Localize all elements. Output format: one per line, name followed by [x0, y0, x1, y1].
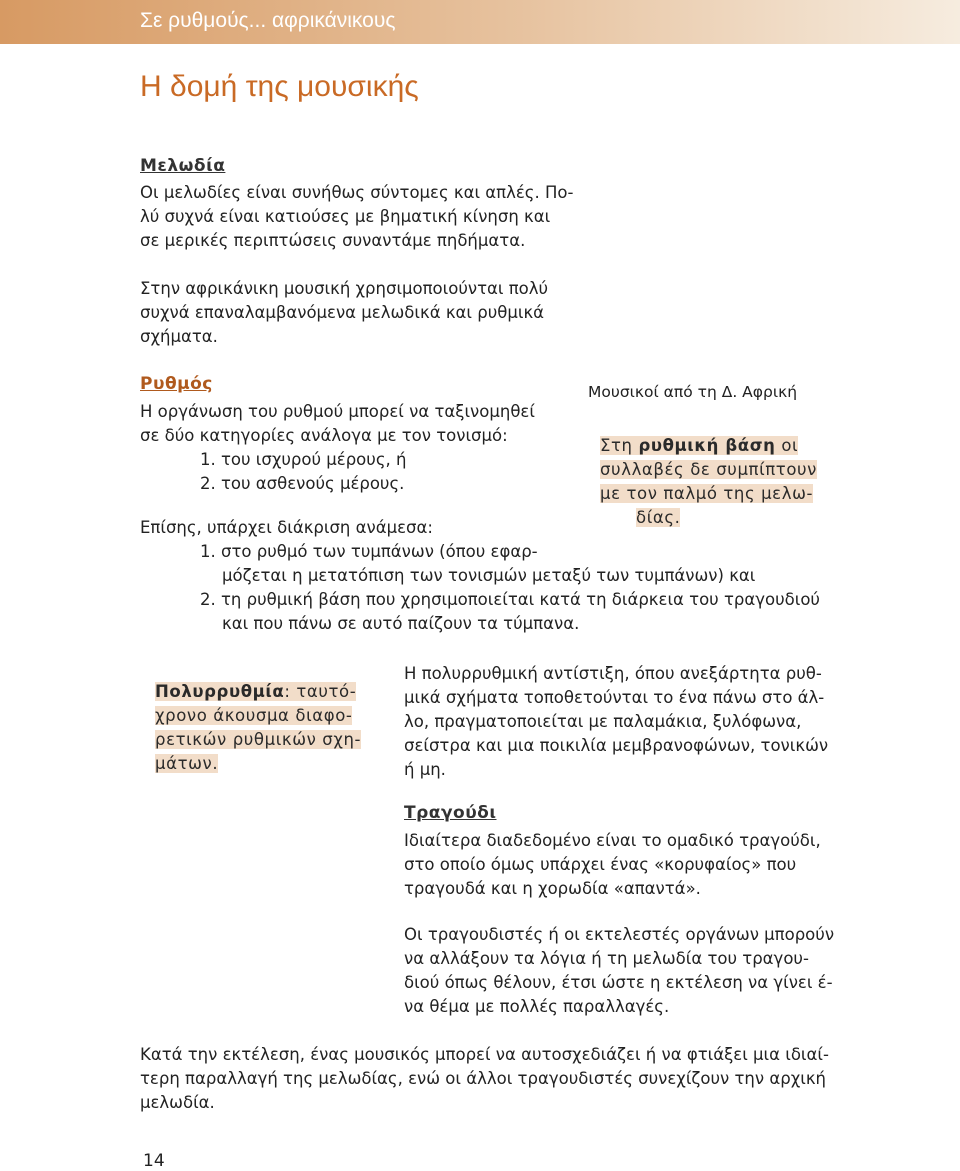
rhythm-heading: Ρυθμός [140, 374, 213, 394]
melody-heading: Μελωδία [140, 156, 226, 176]
rhythm-item-2: 2. του ασθενούς μέρους. [200, 474, 405, 493]
rhythmic-base-note: Στη ρυθμική βάση οι συλλαβές δε συμπίπτουν με τον παλμό της μελω- δίας. [600, 436, 817, 527]
polyrhythm-paragraph: Η πολυρρυθμική αντίστιξη, όπου ανεξάρτητα ρυθ- μικά σχήματα τοποθετούνται το ένα πάνω στο άλ- λο, πραγματοποιείται με παλαμάκια, ξυλόφωνα, σείστρα και μια ποικιλία μεμβρανοφώνων, τονικών ή μη. [404, 664, 829, 779]
melody-paragraph-2: Στην αφρικάνικη μουσική χρησιμοποιούνται πολύ συχνά επαναλαμβανόμενα μελωδικά και ρυθμικά σχήματα. [140, 279, 549, 346]
header-bar [0, 0, 960, 44]
rhythm-item-1: 1. του ισχυρού μέρους, ή [200, 450, 407, 469]
rhythm-distinction: Επίσης, υπάρχει διάκριση ανάμεσα: 1. στο ρυθμό των τυμπάνων (όπου εφαρ- μόζεται η μετατόπιση των τονισμών μεταξύ των τυμπάνων) και 2. τη ρυθμική βάση που χρησιμοποιείται κατά τη διάρκεια του τραγουδιού και που πάνω σε αυτό παίζουν τα τύμπανα. [140, 518, 820, 633]
song-paragraph-1: Ιδιαίτερα διαδεδομένο είναι το ομαδικό τραγούδι, στο οποίο όμως υπάρχει ένας «κορυφαίος» που τραγουδά και η χορωδία «απαντά». [404, 831, 821, 898]
song-paragraph-2: Οι τραγουδιστές ή οι εκτελεστές οργάνων μπορούν να αλλάξουν τα λόγια ή τη μελωδία του τραγου- διού όπως θέλουν, έτσι ώστε η εκτέλεση να γίνει έ- να θέμα με πολλές παραλλαγές. [404, 925, 835, 1016]
melody-paragraph-1: Οι μελωδίες είναι συνήθως σύντομες και απλές. Πο- λύ συχνά είναι κατιούσες με βηματική κίνηση και σε μερικές περιπτώσεις συναντάμε πηδήματα. [140, 183, 574, 250]
page-title: Η δομή της μουσικής [140, 70, 419, 103]
running-title: Σε ρυθμούς... αφρικάνικους [140, 9, 396, 32]
polyrhythm-definition: Πολυρρυθμία: ταυτό- χρονο άκουσμα διαφο- ρετικών ρυθμικών σχη- μάτων. [155, 682, 362, 773]
page-number: 14 [143, 1151, 165, 1171]
image-caption: Μουσικοί από τη Δ. Αφρική [588, 383, 798, 401]
rhythm-intro: Η οργάνωση του ρυθμού μπορεί να ταξινομηθεί σε δύο κατηγορίες ανάλογα με τον τονισμό: 1. του ισχυρού μέρους, ή 2. του ασθενούς μέρους. [140, 400, 535, 496]
song-heading: Τραγούδι [404, 803, 497, 823]
closing-paragraph: Κατά την εκτέλεση, ένας μουσικός μπορεί να αυτοσχεδιάζει ή να φτιάξει μια ιδιαί- τερη παραλλαγή της μελωδίας, ενώ οι άλλοι τραγουδιστές συνεχίζουν την αρχική μελωδία. [140, 1045, 829, 1112]
